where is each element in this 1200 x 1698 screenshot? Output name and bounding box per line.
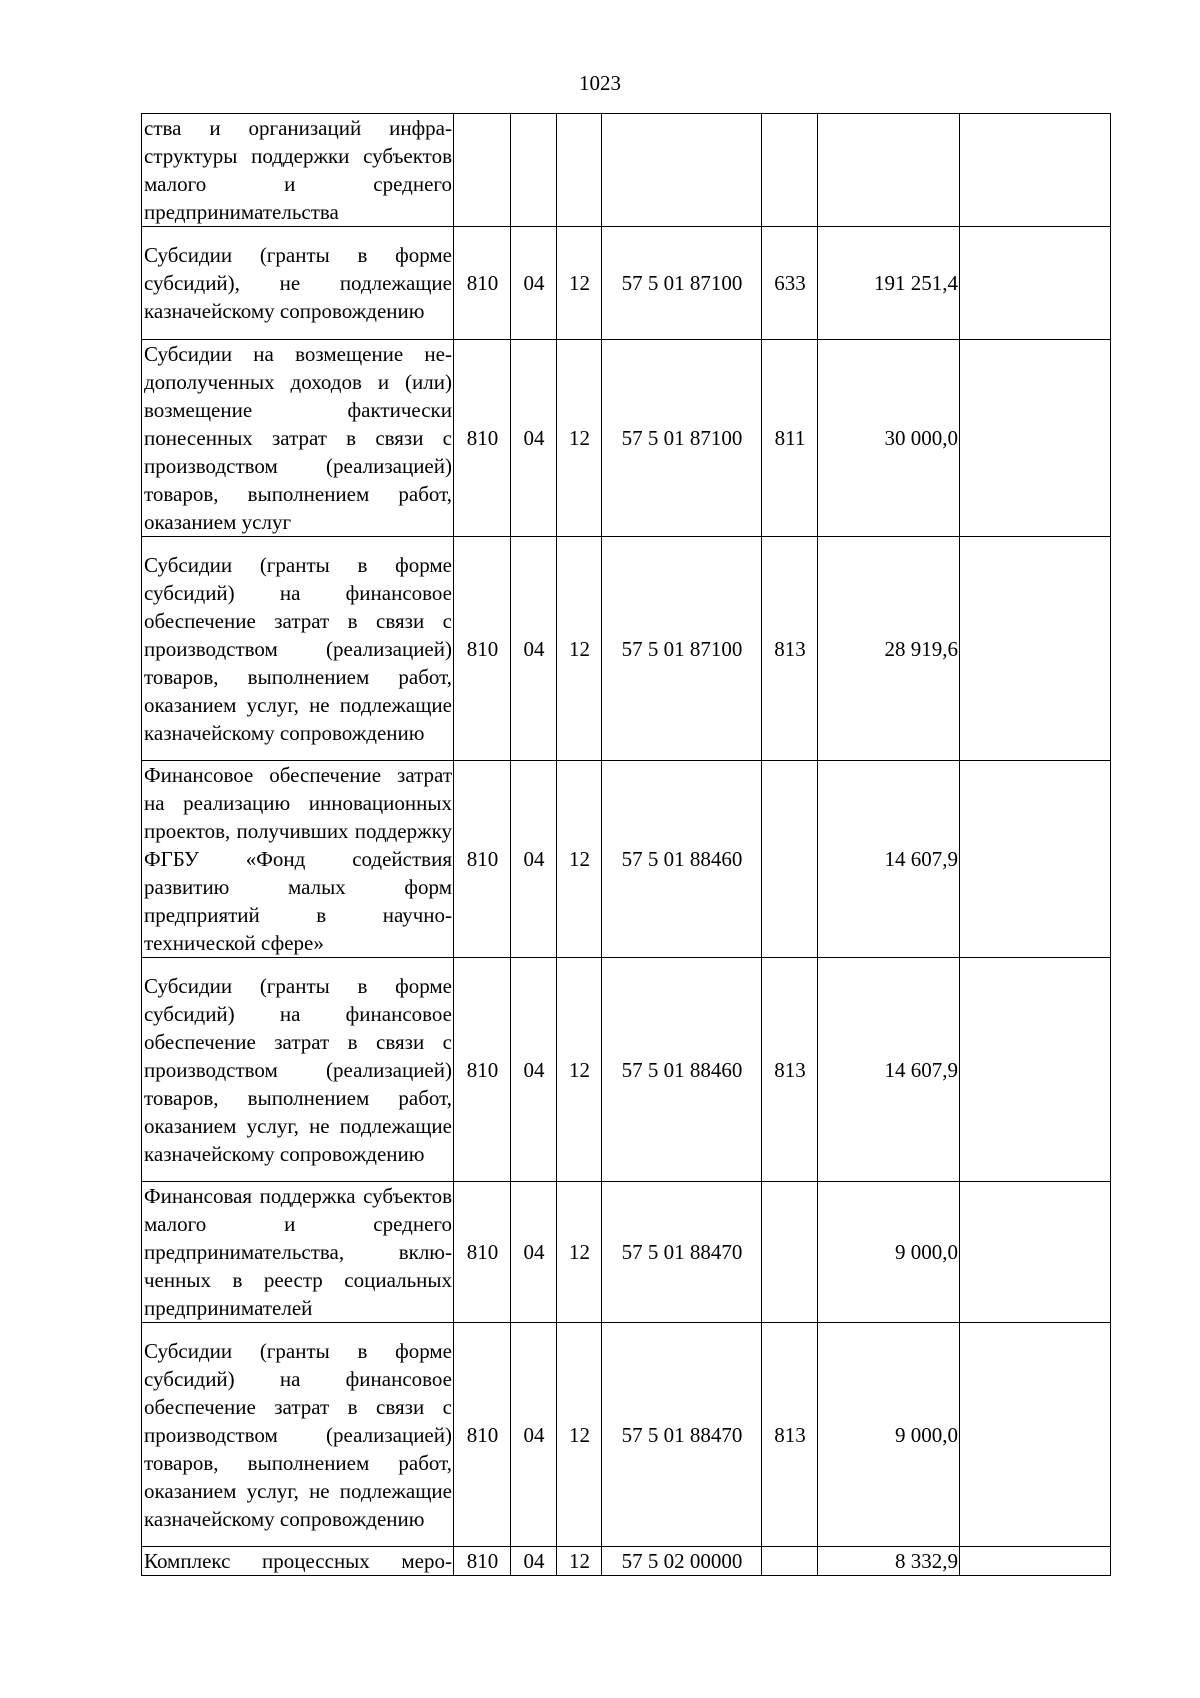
row-description: Субсидии (гранты в форме субсидий), не подлежащие казначейскому сопровождению [142, 227, 454, 340]
section-code [511, 114, 557, 227]
section-code: 04 [511, 227, 557, 340]
expense-type-code: 813 [762, 537, 818, 761]
extra-amount [960, 340, 1111, 537]
ved-code: 810 [454, 1547, 511, 1576]
subsection-code [557, 114, 602, 227]
ved-code: 810 [454, 340, 511, 537]
row-description: Комплекс процессных меро- [142, 1547, 454, 1576]
amount: 14 607,9 [818, 761, 960, 958]
ved-code: 810 [454, 1182, 511, 1323]
target-article-code: 57 5 01 88470 [602, 1323, 762, 1547]
section-code: 04 [511, 340, 557, 537]
extra-amount [960, 1323, 1111, 1547]
subsection-code: 12 [557, 227, 602, 340]
row-description: Финансовое обеспечение затрат на реализацию инновационных проектов, получивших поддержку ФГБУ «Фонд содействия развитию малых форм предприятий в научно-технической сфере» [142, 761, 454, 958]
expense-type-code [762, 761, 818, 958]
target-article-code: 57 5 01 88470 [602, 1182, 762, 1323]
extra-amount [960, 958, 1111, 1182]
amount: 14 607,9 [818, 958, 960, 1182]
subsection-code: 12 [557, 340, 602, 537]
subsection-code: 12 [557, 958, 602, 1182]
expense-type-code: 813 [762, 958, 818, 1182]
subsection-code: 12 [557, 1547, 602, 1576]
section-code: 04 [511, 1182, 557, 1323]
table-row [142, 1323, 1111, 1547]
subsection-code: 12 [557, 537, 602, 761]
row-description: ства и организаций инфраструктуры поддержки субъектов малого и среднего предпринимательства [142, 114, 454, 227]
row-description: Субсидии (гранты в форме субсидий) на финансовое обеспечение затрат в связи с производством (реализацией) товаров, выполнением работ, оказанием услуг, не подлежащие казначейскому сопровождению [142, 958, 454, 1182]
subsection-code: 12 [557, 1323, 602, 1547]
amount: 9 000,0 [818, 1182, 960, 1323]
section-code: 04 [511, 1547, 557, 1576]
subsection-code: 12 [557, 1182, 602, 1323]
expense-type-code: 811 [762, 340, 818, 537]
ved-code: 810 [454, 761, 511, 958]
amount: 30 000,0 [818, 340, 960, 537]
target-article-code: 57 5 01 87100 [602, 227, 762, 340]
extra-amount [960, 227, 1111, 340]
target-article-code: 57 5 01 88460 [602, 761, 762, 958]
table-row [142, 340, 1111, 537]
table-row [142, 761, 1111, 958]
extra-amount [960, 537, 1111, 761]
extra-amount [960, 1182, 1111, 1323]
target-article-code: 57 5 02 00000 [602, 1547, 762, 1576]
row-description: Субсидии на возмещение недополученных доходов и (или) возмещение фактически понесенных затрат в связи с производством (реализацией) товаров, выполнением работ, оказанием услуг [142, 340, 454, 537]
extra-amount [960, 761, 1111, 958]
ved-code [454, 114, 511, 227]
expense-type-code [762, 114, 818, 227]
amount: 191 251,4 [818, 227, 960, 340]
amount: 28 919,6 [818, 537, 960, 761]
row-description: Субсидии (гранты в форме субсидий) на финансовое обеспечение затрат в связи с производством (реализацией) товаров, выполнением работ, оказанием услуг, не подлежащие казначейскому сопровождению [142, 1323, 454, 1547]
table-row [142, 537, 1111, 761]
table-row [142, 227, 1111, 340]
target-article-code: 57 5 01 87100 [602, 537, 762, 761]
extra-amount [960, 114, 1111, 227]
table-row [142, 1182, 1111, 1323]
ved-code: 810 [454, 227, 511, 340]
subsection-code: 12 [557, 761, 602, 958]
target-article-code: 57 5 01 87100 [602, 340, 762, 537]
expense-type-code [762, 1547, 818, 1576]
table-row [142, 958, 1111, 1182]
ved-code: 810 [454, 1323, 511, 1547]
ved-code: 810 [454, 537, 511, 761]
section-code: 04 [511, 537, 557, 761]
page-number: 1023 [579, 71, 621, 95]
amount: 9 000,0 [818, 1323, 960, 1547]
row-description: Финансовая поддержка субъектов малого и среднего предпринимательства, включенных в реестр социальных предпринимателей [142, 1182, 454, 1323]
ved-code: 810 [454, 958, 511, 1182]
row-description: Субсидии (гранты в форме субсидий) на финансовое обеспечение затрат в связи с производством (реализацией) товаров, выполнением работ, оказанием услуг, не подлежащие казначейскому сопровождению [142, 537, 454, 761]
amount [818, 114, 960, 227]
budget-table [141, 113, 1111, 1576]
expense-type-code: 633 [762, 227, 818, 340]
extra-amount [960, 1547, 1111, 1576]
expense-type-code: 813 [762, 1323, 818, 1547]
section-code: 04 [511, 1323, 557, 1547]
table-row [142, 114, 1111, 227]
target-article-code: 57 5 01 88460 [602, 958, 762, 1182]
target-article-code [602, 114, 762, 227]
table-row [142, 1547, 1111, 1576]
amount: 8 332,9 [818, 1547, 960, 1576]
expense-type-code [762, 1182, 818, 1323]
section-code: 04 [511, 958, 557, 1182]
section-code: 04 [511, 761, 557, 958]
